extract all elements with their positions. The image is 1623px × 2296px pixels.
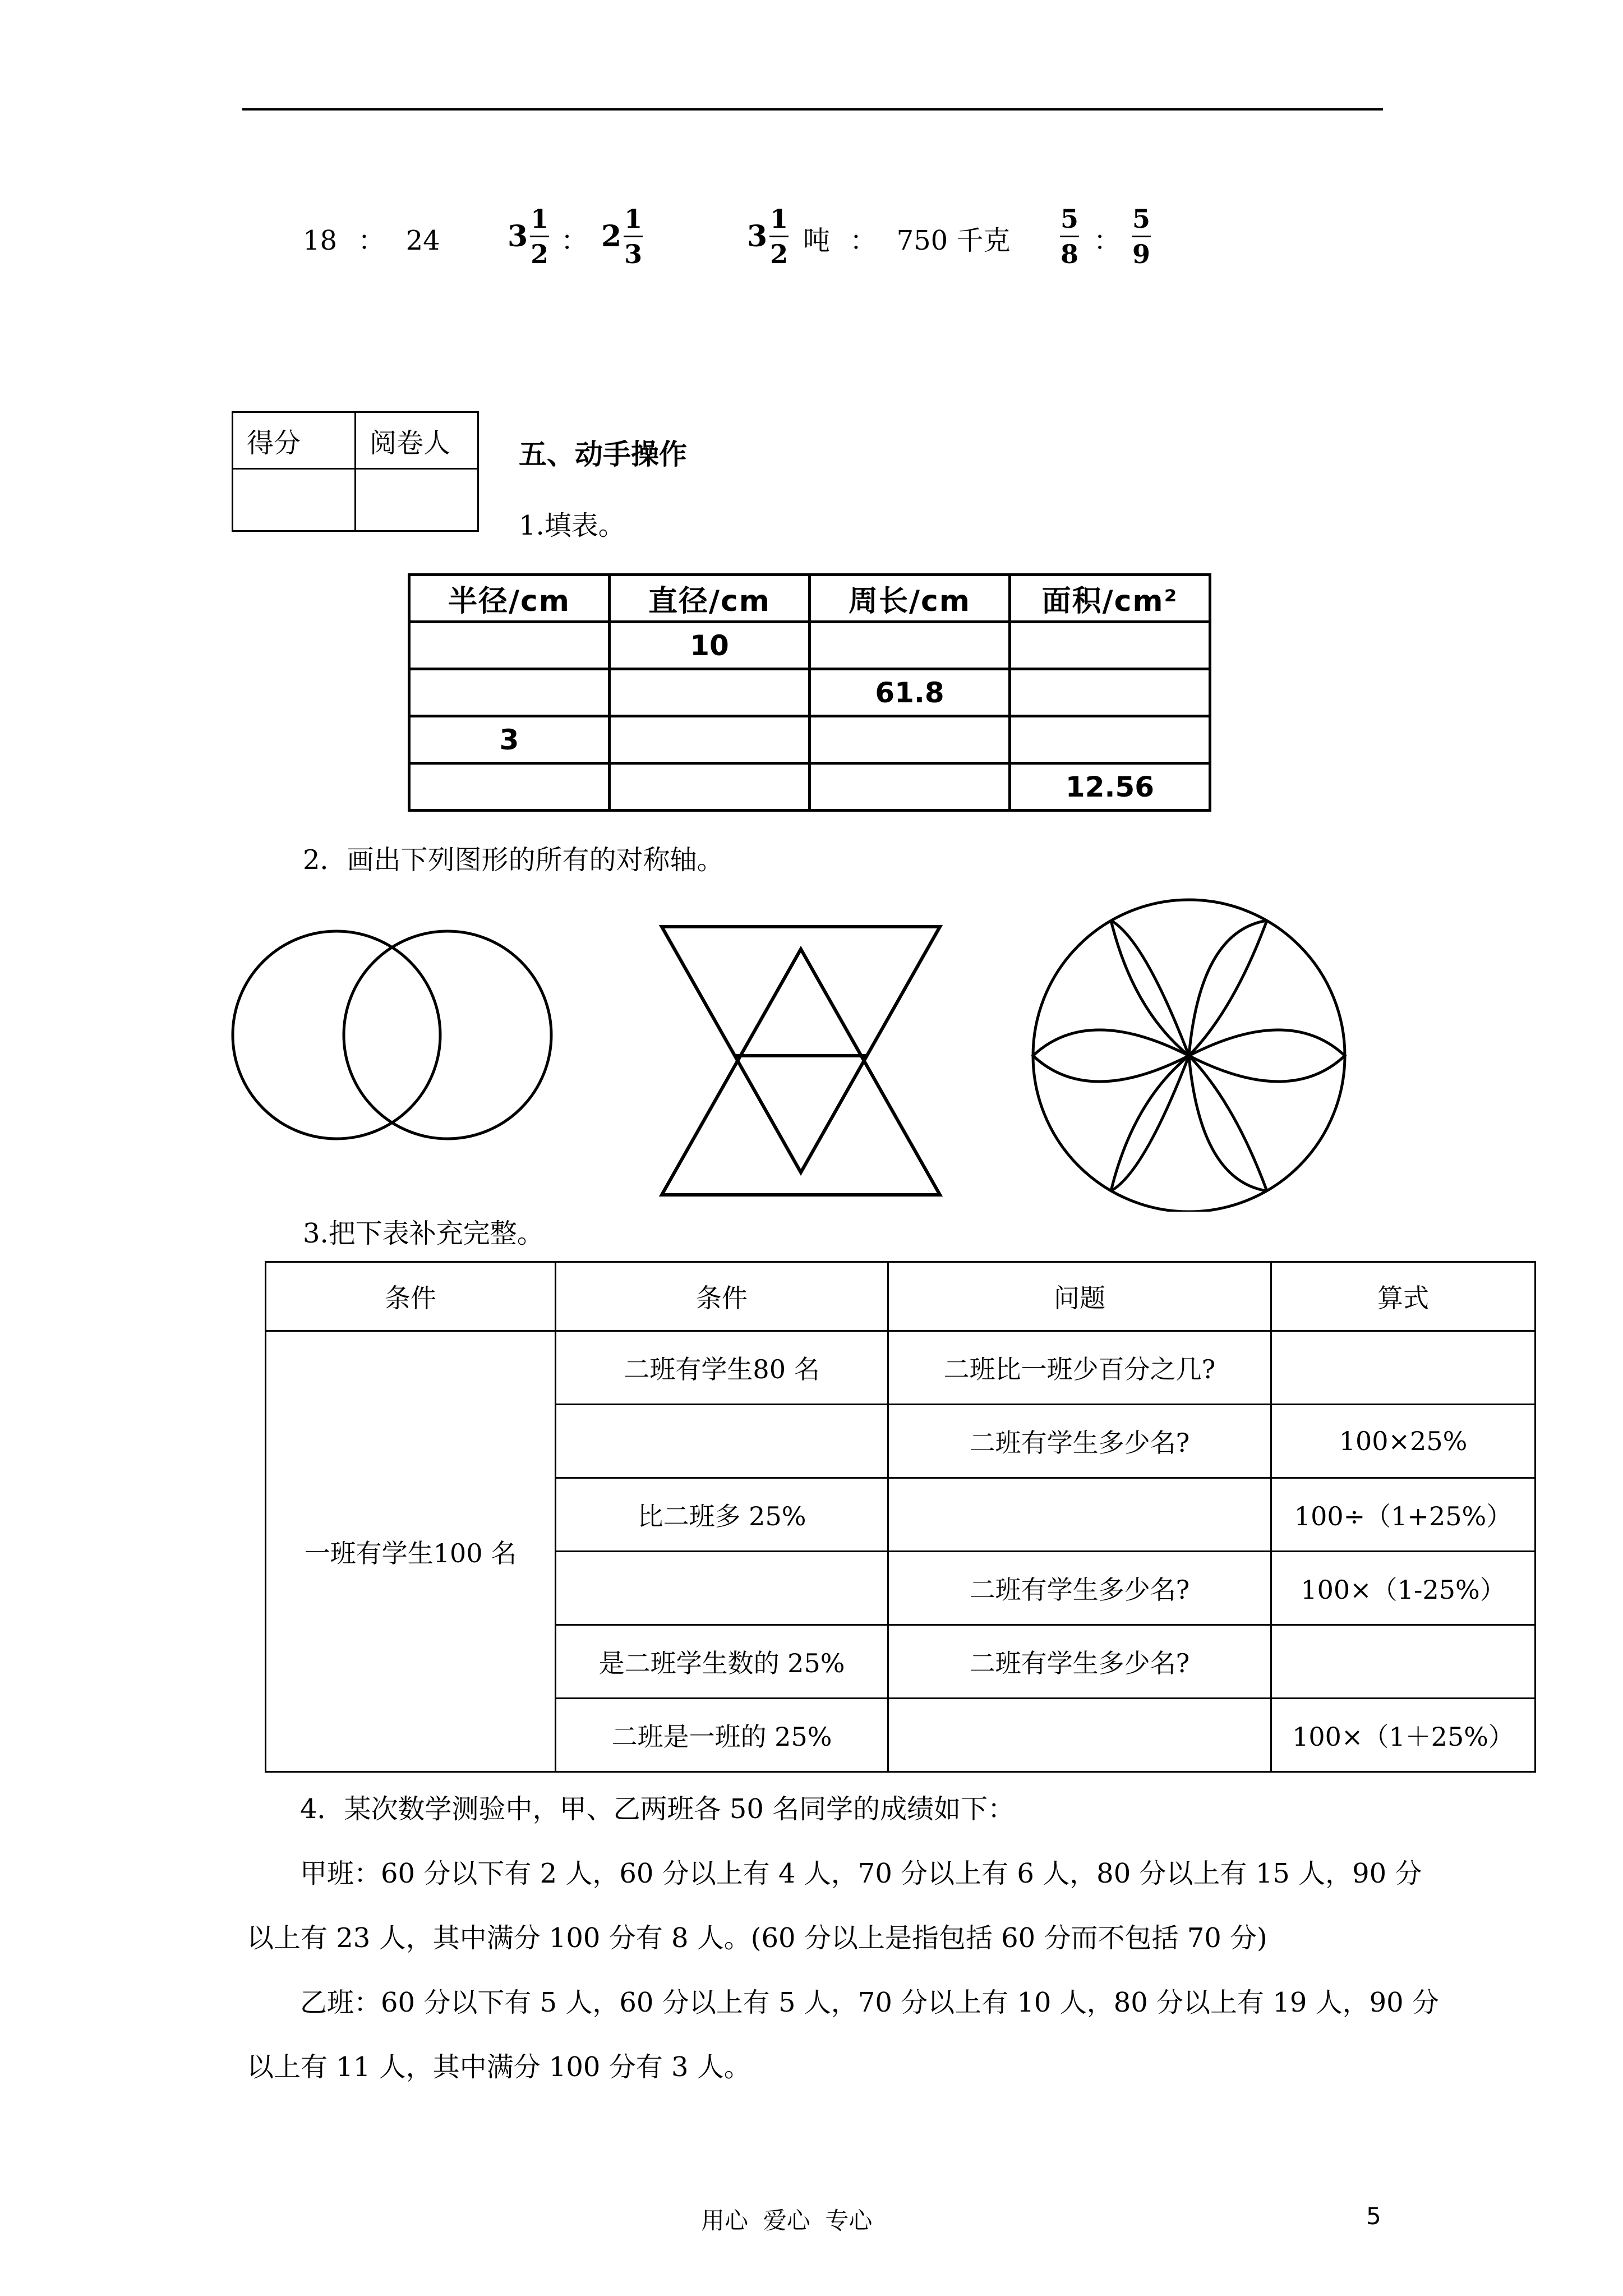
header-cell: 条件 (266, 1262, 556, 1331)
ratio-2-b (601, 202, 643, 271)
flower-figure (1033, 900, 1345, 1212)
header-cell: 问题 (888, 1262, 1271, 1331)
ratio-2-sep: ： (561, 225, 588, 256)
petal-right (1189, 1030, 1345, 1082)
fraction (769, 202, 789, 271)
ratio-3-a (747, 202, 789, 271)
ratio-2-a (508, 202, 549, 271)
class-jia-line-2: 以上有 23 人，其中满分 100 分有 8 人。(60 分以上是指包括 60 分而不包括 70 分) (247, 1922, 1267, 1954)
header-cell: 周长/cm (810, 575, 1010, 622)
ratio-3-rest (803, 219, 1010, 257)
triangle-figure (662, 927, 940, 1195)
table-cell[interactable] (1271, 1331, 1536, 1405)
table-cell[interactable] (810, 622, 1010, 669)
table-cell: 是二班学生数的 25% (556, 1625, 888, 1699)
numerator: 1 (531, 204, 549, 234)
table-cell[interactable] (409, 622, 610, 669)
ratio-3-unit: 吨 (803, 225, 831, 256)
section-title: 五、动手操作 (519, 438, 687, 471)
header-cell: 算式 (1271, 1262, 1536, 1331)
denominator: 9 (1132, 239, 1150, 269)
table-cell: 100×（1＋25%） (1271, 1699, 1536, 1772)
table-cell[interactable] (810, 763, 1010, 811)
footer-motto: 用心 爱心 专心 (701, 2207, 873, 2234)
numerator: 1 (624, 204, 643, 234)
table-cell[interactable] (556, 1405, 888, 1478)
ratio-3-sep: ： (850, 225, 877, 256)
ratio-1-right: 24 (405, 225, 440, 256)
ratio-1-sep: ： (358, 225, 385, 256)
header-cell: 条件 (556, 1262, 888, 1331)
table-cell: 二班是一班的 25% (556, 1699, 888, 1772)
overlapping-circles-figure (233, 931, 551, 1139)
left-circle (233, 931, 440, 1139)
table-cell[interactable] (1271, 1625, 1536, 1699)
fraction (1060, 202, 1079, 271)
score-label: 得分 (233, 412, 356, 469)
fraction (1132, 202, 1151, 271)
numerator: 5 (1132, 204, 1150, 234)
whole-number: 2 (601, 219, 622, 254)
denominator: 8 (1060, 239, 1078, 269)
header-cell: 面积/cm² (1010, 575, 1210, 622)
ratio-4-a (1060, 202, 1079, 271)
table-cell: 12.56 (1010, 763, 1210, 811)
table-cell: 二班有学生多少名? (888, 1405, 1271, 1478)
page-number: 5 (1366, 2202, 1381, 2230)
denominator: 3 (624, 239, 643, 269)
fraction (624, 202, 643, 271)
whole-number: 3 (747, 219, 768, 254)
whole-number: 3 (508, 219, 528, 254)
header-cell: 直径/cm (610, 575, 810, 622)
table-cell: 100÷（1+25%） (1271, 1478, 1536, 1552)
symmetry-figures (224, 898, 1391, 1212)
table-cell[interactable] (409, 669, 610, 716)
table-cell: 二班有学生多少名? (888, 1625, 1271, 1699)
merged-condition-cell: 一班有学生100 名 (266, 1331, 556, 1772)
bottom-triangle (662, 949, 940, 1195)
table-cell[interactable] (409, 763, 610, 811)
score-cell[interactable] (233, 469, 356, 531)
ratio-1 (303, 219, 440, 257)
reviewer-label: 阅卷人 (356, 412, 478, 469)
reviewer-cell[interactable] (356, 469, 478, 531)
petal-left (1033, 1030, 1189, 1082)
table-cell[interactable] (810, 716, 1010, 763)
table-cell: 比二班多 25% (556, 1478, 888, 1552)
question-1-label: 1.填表。 (519, 510, 625, 541)
table-cell[interactable] (610, 716, 810, 763)
ratio-row (0, 202, 1623, 292)
table-cell[interactable] (888, 1478, 1271, 1552)
right-circle (344, 931, 551, 1139)
table-cell: 二班有学生80 名 (556, 1331, 888, 1405)
ratio-4-b (1132, 202, 1151, 271)
table-cell[interactable] (610, 763, 810, 811)
table-cell[interactable] (1010, 669, 1210, 716)
question-4-intro: 4．某次数学测验中，甲、乙两班各 50 名同学的成绩如下： (300, 1793, 1015, 1825)
question-2-label: 2．画出下列图形的所有的对称轴。 (303, 844, 724, 876)
table-cell: 100×25% (1271, 1405, 1536, 1478)
table-cell: 10 (610, 622, 810, 669)
ratio-3-right: 750 千克 (896, 225, 1011, 256)
table-cell: 61.8 (810, 669, 1010, 716)
table-cell[interactable] (1010, 716, 1210, 763)
denominator: 2 (531, 239, 549, 269)
table-cell[interactable] (1010, 622, 1210, 669)
table-cell: 100×（1-25%） (1271, 1552, 1536, 1625)
table-cell: 二班有学生多少名? (888, 1552, 1271, 1625)
fraction (530, 202, 549, 271)
numerator: 1 (770, 204, 789, 234)
class-yi-line-1: 乙班：60 分以下有 5 人，60 分以上有 5 人，70 分以上有 10 人，80 分以上有 19 人，90 分 (300, 1987, 1439, 2018)
table-cell[interactable] (610, 669, 810, 716)
table-cell[interactable] (888, 1699, 1271, 1772)
top-triangle (662, 927, 940, 1172)
denominator: 2 (770, 239, 789, 269)
header-rule (242, 108, 1383, 111)
ratio-4-sep: ： (1094, 225, 1121, 256)
table-cell: 二班比一班少百分之几? (888, 1331, 1271, 1405)
question-3-label: 3.把下表补充完整。 (303, 1218, 544, 1249)
circle-table (408, 573, 1211, 812)
numerator: 5 (1060, 204, 1078, 234)
class-yi-line-2: 以上有 11 人，其中满分 100 分有 3 人。 (247, 2051, 751, 2083)
table-cell[interactable] (556, 1552, 888, 1625)
table-cell: 3 (409, 716, 610, 763)
ratio-1-left: 18 (303, 225, 338, 256)
header-cell: 半径/cm (409, 575, 610, 622)
fill-table (265, 1261, 1536, 1773)
class-jia-line-1: 甲班：60 分以下有 2 人，60 分以上有 4 人，70 分以上有 6 人，80 分以上有 15 人，90 分 (300, 1858, 1422, 1889)
score-box (232, 411, 479, 532)
